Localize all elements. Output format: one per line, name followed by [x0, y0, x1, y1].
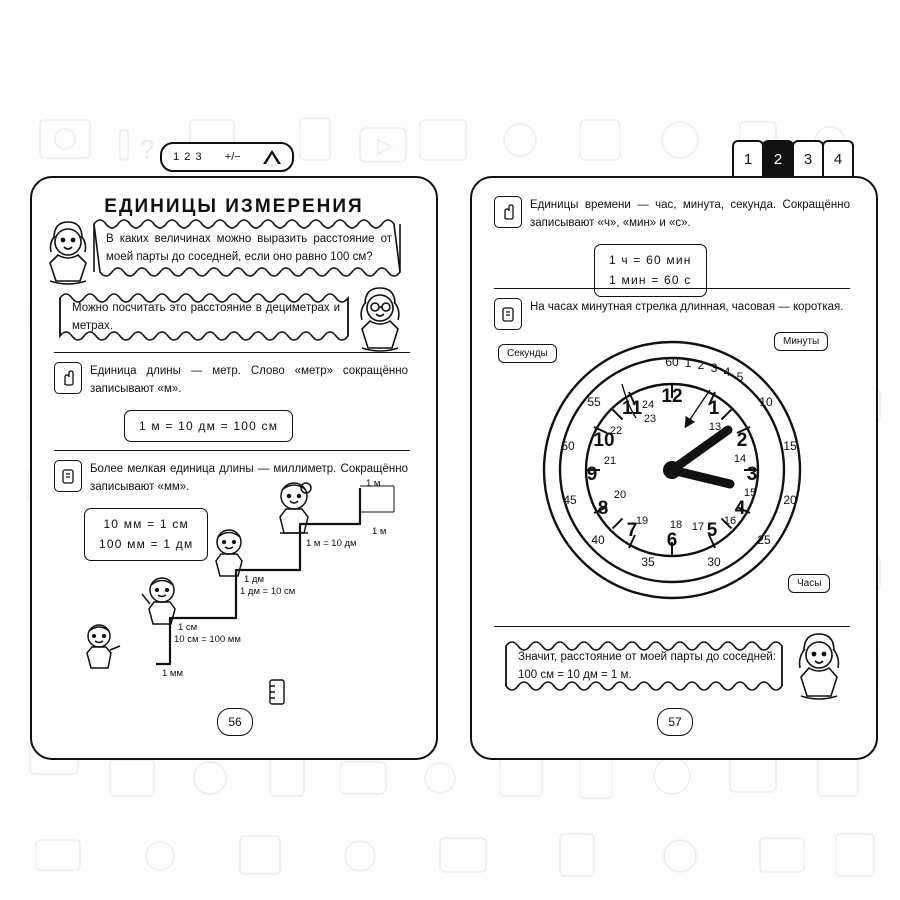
svg-text:5: 5	[706, 520, 718, 541]
svg-text:10: 10	[593, 430, 615, 451]
svg-text:50: 50	[561, 439, 575, 453]
clock-face	[502, 338, 842, 608]
section1-text: Единица длины — метр. Слово «метр» сокращённо записывают «м».	[90, 365, 408, 396]
svg-text:60: 60	[665, 355, 679, 369]
svg-text:10: 10	[759, 395, 773, 409]
stair-tread-1: 1 м = 10 дм	[306, 538, 357, 549]
stair-top-label: 1 м	[366, 478, 381, 489]
svg-text:55: 55	[587, 395, 601, 409]
svg-text:2: 2	[736, 430, 748, 451]
svg-text:7: 7	[626, 520, 638, 541]
stair-riser-4: 1 мм	[162, 668, 183, 679]
stairs-diagram	[50, 478, 422, 708]
stair-riser-2: 1 дм	[244, 574, 264, 585]
page-number-right: 57	[657, 708, 693, 736]
ruler-icon	[266, 674, 306, 708]
svg-text:15: 15	[743, 487, 757, 499]
svg-text:5: 5	[736, 370, 744, 384]
svg-text:23: 23	[643, 413, 657, 425]
girl-character-left	[40, 216, 96, 288]
svg-text:40: 40	[591, 533, 605, 547]
svg-text:24: 24	[641, 399, 655, 411]
formula-meter	[124, 410, 293, 442]
tab-4[interactable]: 4	[822, 140, 854, 176]
tab-2[interactable]: 2	[762, 140, 794, 176]
svg-text:22: 22	[609, 425, 623, 437]
svg-text:13: 13	[708, 421, 722, 433]
arithmetic-mode-label[interactable]: +/−	[224, 151, 241, 163]
svg-text:35: 35	[641, 555, 655, 569]
svg-text:2: 2	[697, 358, 705, 372]
question-bubble	[90, 214, 408, 284]
svg-text:45: 45	[563, 493, 577, 507]
svg-text:?: ?	[140, 134, 155, 164]
kid-character-low	[136, 570, 188, 626]
clock-diagram	[502, 338, 842, 608]
girl-character-right	[788, 628, 850, 704]
svg-text:6: 6	[666, 530, 678, 551]
formula-meter-line: 1 м = 10 дм = 100 см	[139, 419, 279, 433]
svg-text:30: 30	[707, 555, 721, 569]
formula-mm-line-2: 100 мм = 1 дм	[99, 537, 194, 552]
section2-text: Более мелкая единица длины — миллиметр. Сокращённо записывают «мм».	[90, 463, 408, 494]
stairs-shape	[50, 478, 422, 708]
formula-time-line-1: 1 ч = 60 мин	[609, 253, 692, 267]
formula-mm-line-1: 10 мм = 1 см	[103, 517, 189, 531]
divider-1	[54, 352, 410, 353]
conclusion-text: Значит, расстояние от моей парты до соседней: 100 см = 10 дм = 1 м.	[518, 651, 776, 681]
right-section2-text: На часах минутная стрелка длинная, часовая — короткая.	[530, 301, 844, 313]
divider-right-2	[494, 626, 850, 627]
triangle-icon[interactable]	[263, 150, 281, 164]
svg-text:4: 4	[734, 498, 746, 519]
svg-text:18: 18	[669, 519, 683, 531]
question-text: В каких величинах можно выразить расстояние от моей парты до соседней, если оно равно 100 см?	[106, 233, 392, 263]
left-page	[30, 176, 438, 760]
callout-minutes: Минуты	[774, 332, 828, 351]
page-number-left: 56	[217, 708, 253, 736]
svg-text:15: 15	[783, 439, 797, 453]
svg-text:20: 20	[783, 493, 797, 507]
svg-text:11: 11	[621, 398, 643, 419]
hand-write-icon-right	[494, 298, 522, 330]
stair-riser-3: 1 см	[178, 622, 198, 633]
hand-pointing-icon	[54, 362, 82, 394]
svg-text:3: 3	[746, 464, 758, 485]
chapter-tabs[interactable]	[734, 140, 854, 176]
svg-text:1: 1	[684, 356, 692, 370]
right-section1-text: Единицы времени — час, минута, секунда. Сокращённо записывают «ч», «мин» и «с».	[530, 199, 850, 230]
answer-bubble	[56, 290, 356, 346]
svg-text:17: 17	[691, 521, 705, 533]
conclusion-bubble	[502, 638, 792, 696]
divider-right-1	[494, 288, 850, 289]
svg-text:9: 9	[586, 464, 598, 485]
stair-tread-2: 1 дм = 10 см	[240, 586, 296, 597]
svg-text:19: 19	[635, 515, 649, 527]
girl-character-glasses	[350, 282, 410, 356]
svg-text:8: 8	[597, 498, 609, 519]
stair-riser-1: 1 м	[372, 526, 387, 537]
stair-tread-3: 10 см = 100 мм	[174, 634, 241, 645]
kid-character-top	[266, 474, 322, 536]
svg-text:12: 12	[661, 386, 683, 407]
hand-pointing-icon-right	[494, 196, 522, 228]
formula-time-line-2: 1 мин = 60 с	[609, 273, 692, 288]
callout-seconds: Секунды	[498, 344, 557, 363]
divider-2	[54, 450, 410, 451]
answer-text: Можно посчитать это расстояние в дециметрах и метрах.	[72, 302, 340, 332]
svg-text:3: 3	[710, 361, 718, 375]
counting-mode-label[interactable]: 1 2 3	[173, 151, 203, 163]
tab-1[interactable]: 1	[732, 140, 764, 176]
callout-hours: Часы	[788, 574, 830, 593]
svg-text:25: 25	[757, 533, 771, 547]
mode-bar[interactable]	[160, 142, 294, 172]
svg-text:20: 20	[613, 489, 627, 501]
svg-text:4: 4	[723, 365, 731, 379]
page-title: ЕДИНИЦЫ ИЗМЕРЕНИЯ	[104, 196, 364, 217]
tab-3[interactable]: 3	[792, 140, 824, 176]
svg-text:1: 1	[708, 398, 720, 419]
minute-hand	[672, 430, 728, 470]
svg-text:16: 16	[723, 515, 737, 527]
svg-text:21: 21	[603, 455, 617, 467]
kid-character-bottom	[74, 618, 124, 670]
svg-text:14: 14	[733, 453, 747, 465]
kid-character-mid	[204, 522, 254, 578]
